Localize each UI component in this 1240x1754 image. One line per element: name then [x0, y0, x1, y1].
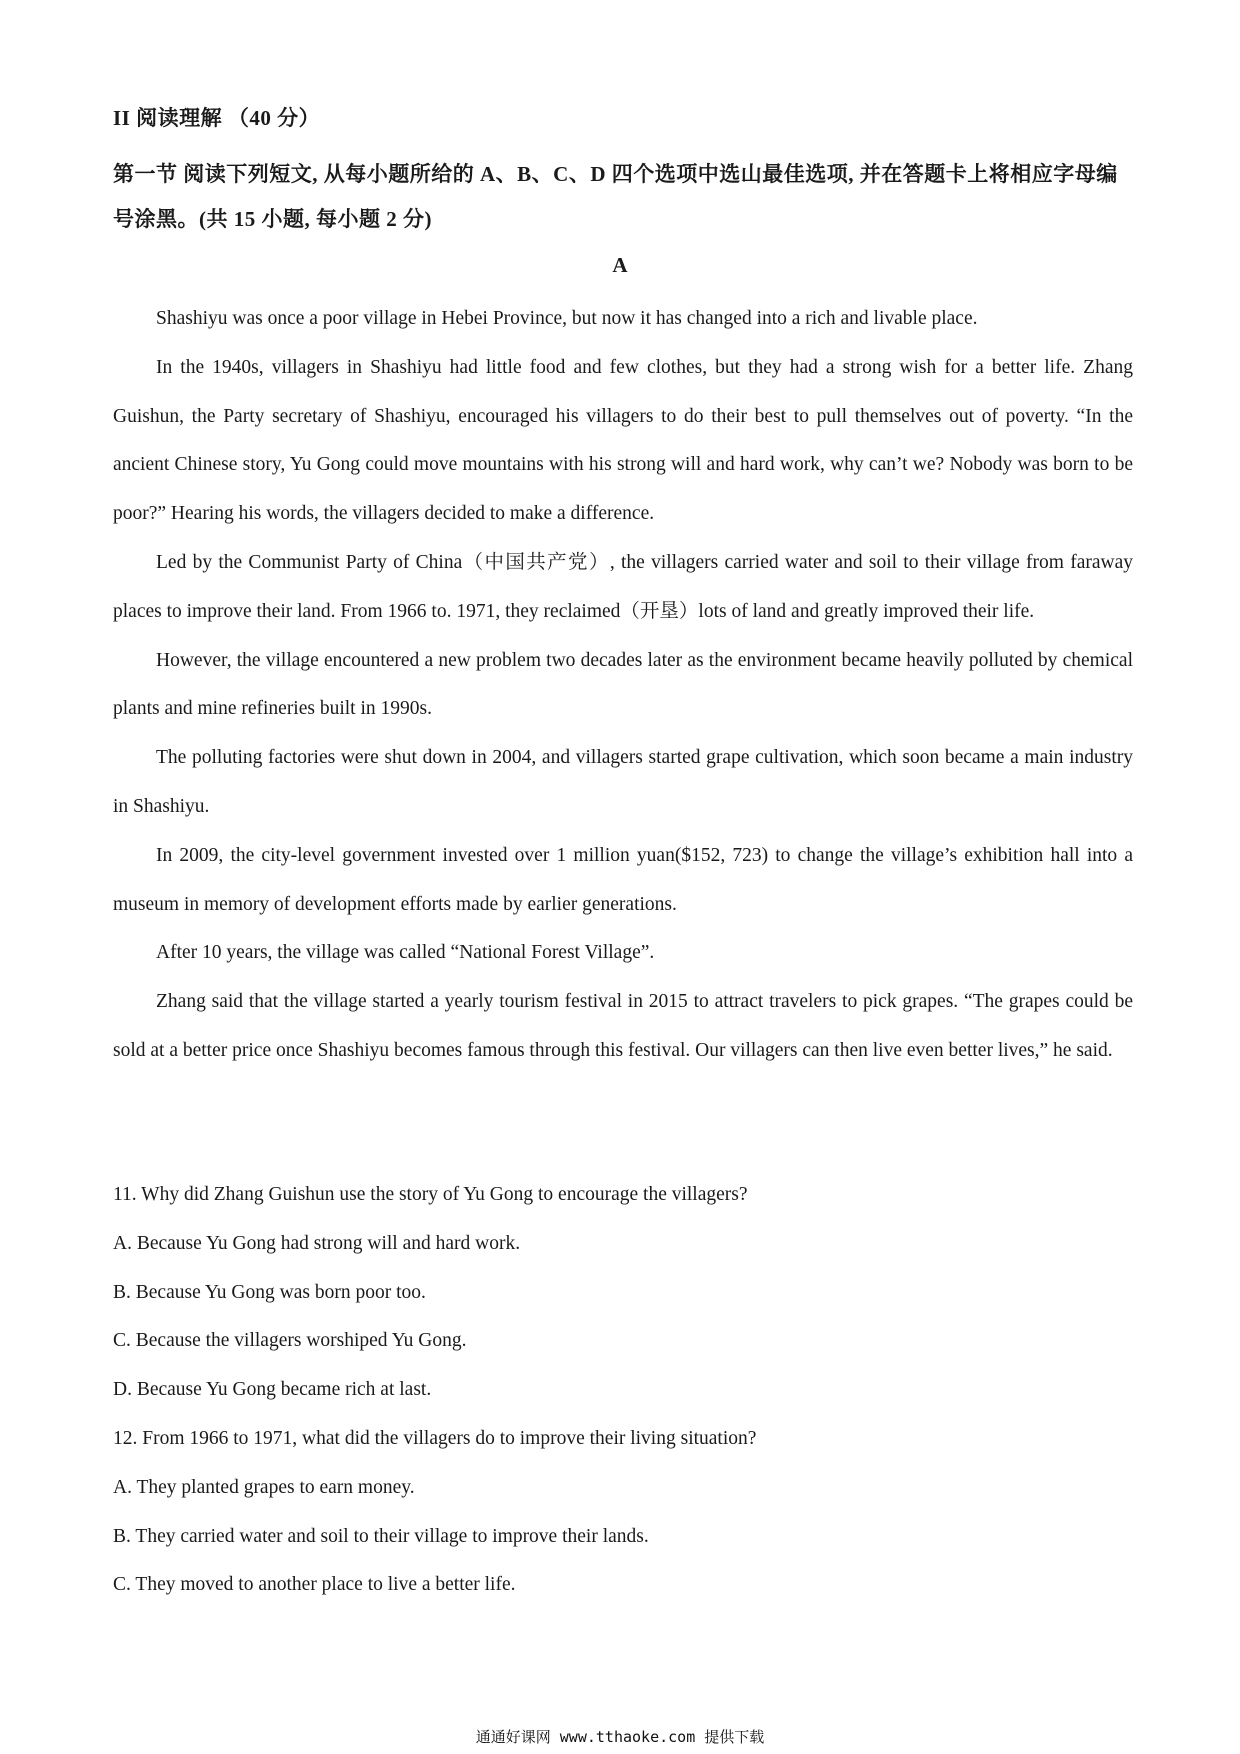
passage-paragraph: After 10 years, the village was called “National Forest Village”. — [156, 942, 655, 964]
passage-paragraph: However, the village encountered a new problem two decades later as the environment became heavily polluted by chemical plants and mine refineries built in 1990s. — [113, 649, 1133, 720]
passage-paragraph: In 2009, the city-level government invested over 1 million yuan($152, 723) to change the village’s exhibition hall into a museum in memory of development efforts made by earlier generations. — [113, 844, 1133, 915]
passage-body — [113, 295, 1133, 1076]
answer-option: A. They planted grapes to earn money. — [113, 1476, 415, 1498]
passage-paragraph: Shashiyu was once a poor village in Hebei Province, but now it has changed into a rich and livable place. — [156, 308, 978, 329]
passage-paragraph: Zhang said that the village started a yearly tourism festival in 2015 to attract travelers to pick grapes. “The grapes could be sold at a better price once Shashiyu becomes famous through this festival. Our villagers can then live even better lives,” he said. — [113, 991, 1133, 1061]
passage-paragraph: Led by the Communist Party of China（中国共产党）, the villagers carried water and soil to their village from faraway places to improve their land. From 1966 to. 1971, they reclaimed（开垦）lots of land and greatly improved their life. — [113, 551, 1133, 622]
answer-option: C. Because the villagers worshiped Yu Gong. — [113, 1330, 467, 1352]
answer-option: B. Because Yu Gong was born poor too. — [113, 1281, 426, 1303]
question-list — [113, 1171, 1133, 1610]
answer-option: B. They carried water and soil to their village to improve their lands. — [113, 1525, 649, 1547]
answer-option: C. They moved to another place to live a better life. — [113, 1574, 516, 1596]
question-stem: 12. From 1966 to 1971, what did the villagers do to improve their living situation? — [113, 1427, 757, 1449]
answer-option: A. Because Yu Gong had strong will and hard work. — [113, 1232, 521, 1254]
passage-letter: A — [612, 253, 628, 277]
answer-option: D. Because Yu Gong became rich at last. — [113, 1379, 432, 1401]
question-stem: 11. Why did Zhang Guishun use the story of Yu Gong to encourage the villagers? — [113, 1184, 748, 1205]
passage-paragraph: The polluting factories were shut down in 2004, and villagers started grape cultivation, which soon became a main industry in Shashiyu. — [113, 747, 1133, 817]
page-footer: 通通好课网 www.tthaoke.com 提供下载 — [475, 1728, 765, 1746]
section-title: II 阅读理解 （40 分） — [113, 106, 321, 130]
section-instruction: 第一节 阅读下列短文, 从每小题所给的 A、B、C、D 四个选项中选山最佳选项, 并在答题卡上将相应字母编号涂黑。(共 15 小题, 每小题 2 分) — [113, 162, 1118, 231]
passage-paragraph: In the 1940s, villagers in Shashiyu had little food and few clothes, but they had a strong wish for a better life. Zhang Guishun, the Party secretary of Shashiyu, encouraged his villagers to do their best to pull themselves out of poverty. “In the ancient Chinese story, Yu Gong could move mountains with his strong will and hard work, why can’t we? Nobody was born to be poor?” Hearing his words, the villagers decided to make a difference. — [113, 356, 1133, 525]
